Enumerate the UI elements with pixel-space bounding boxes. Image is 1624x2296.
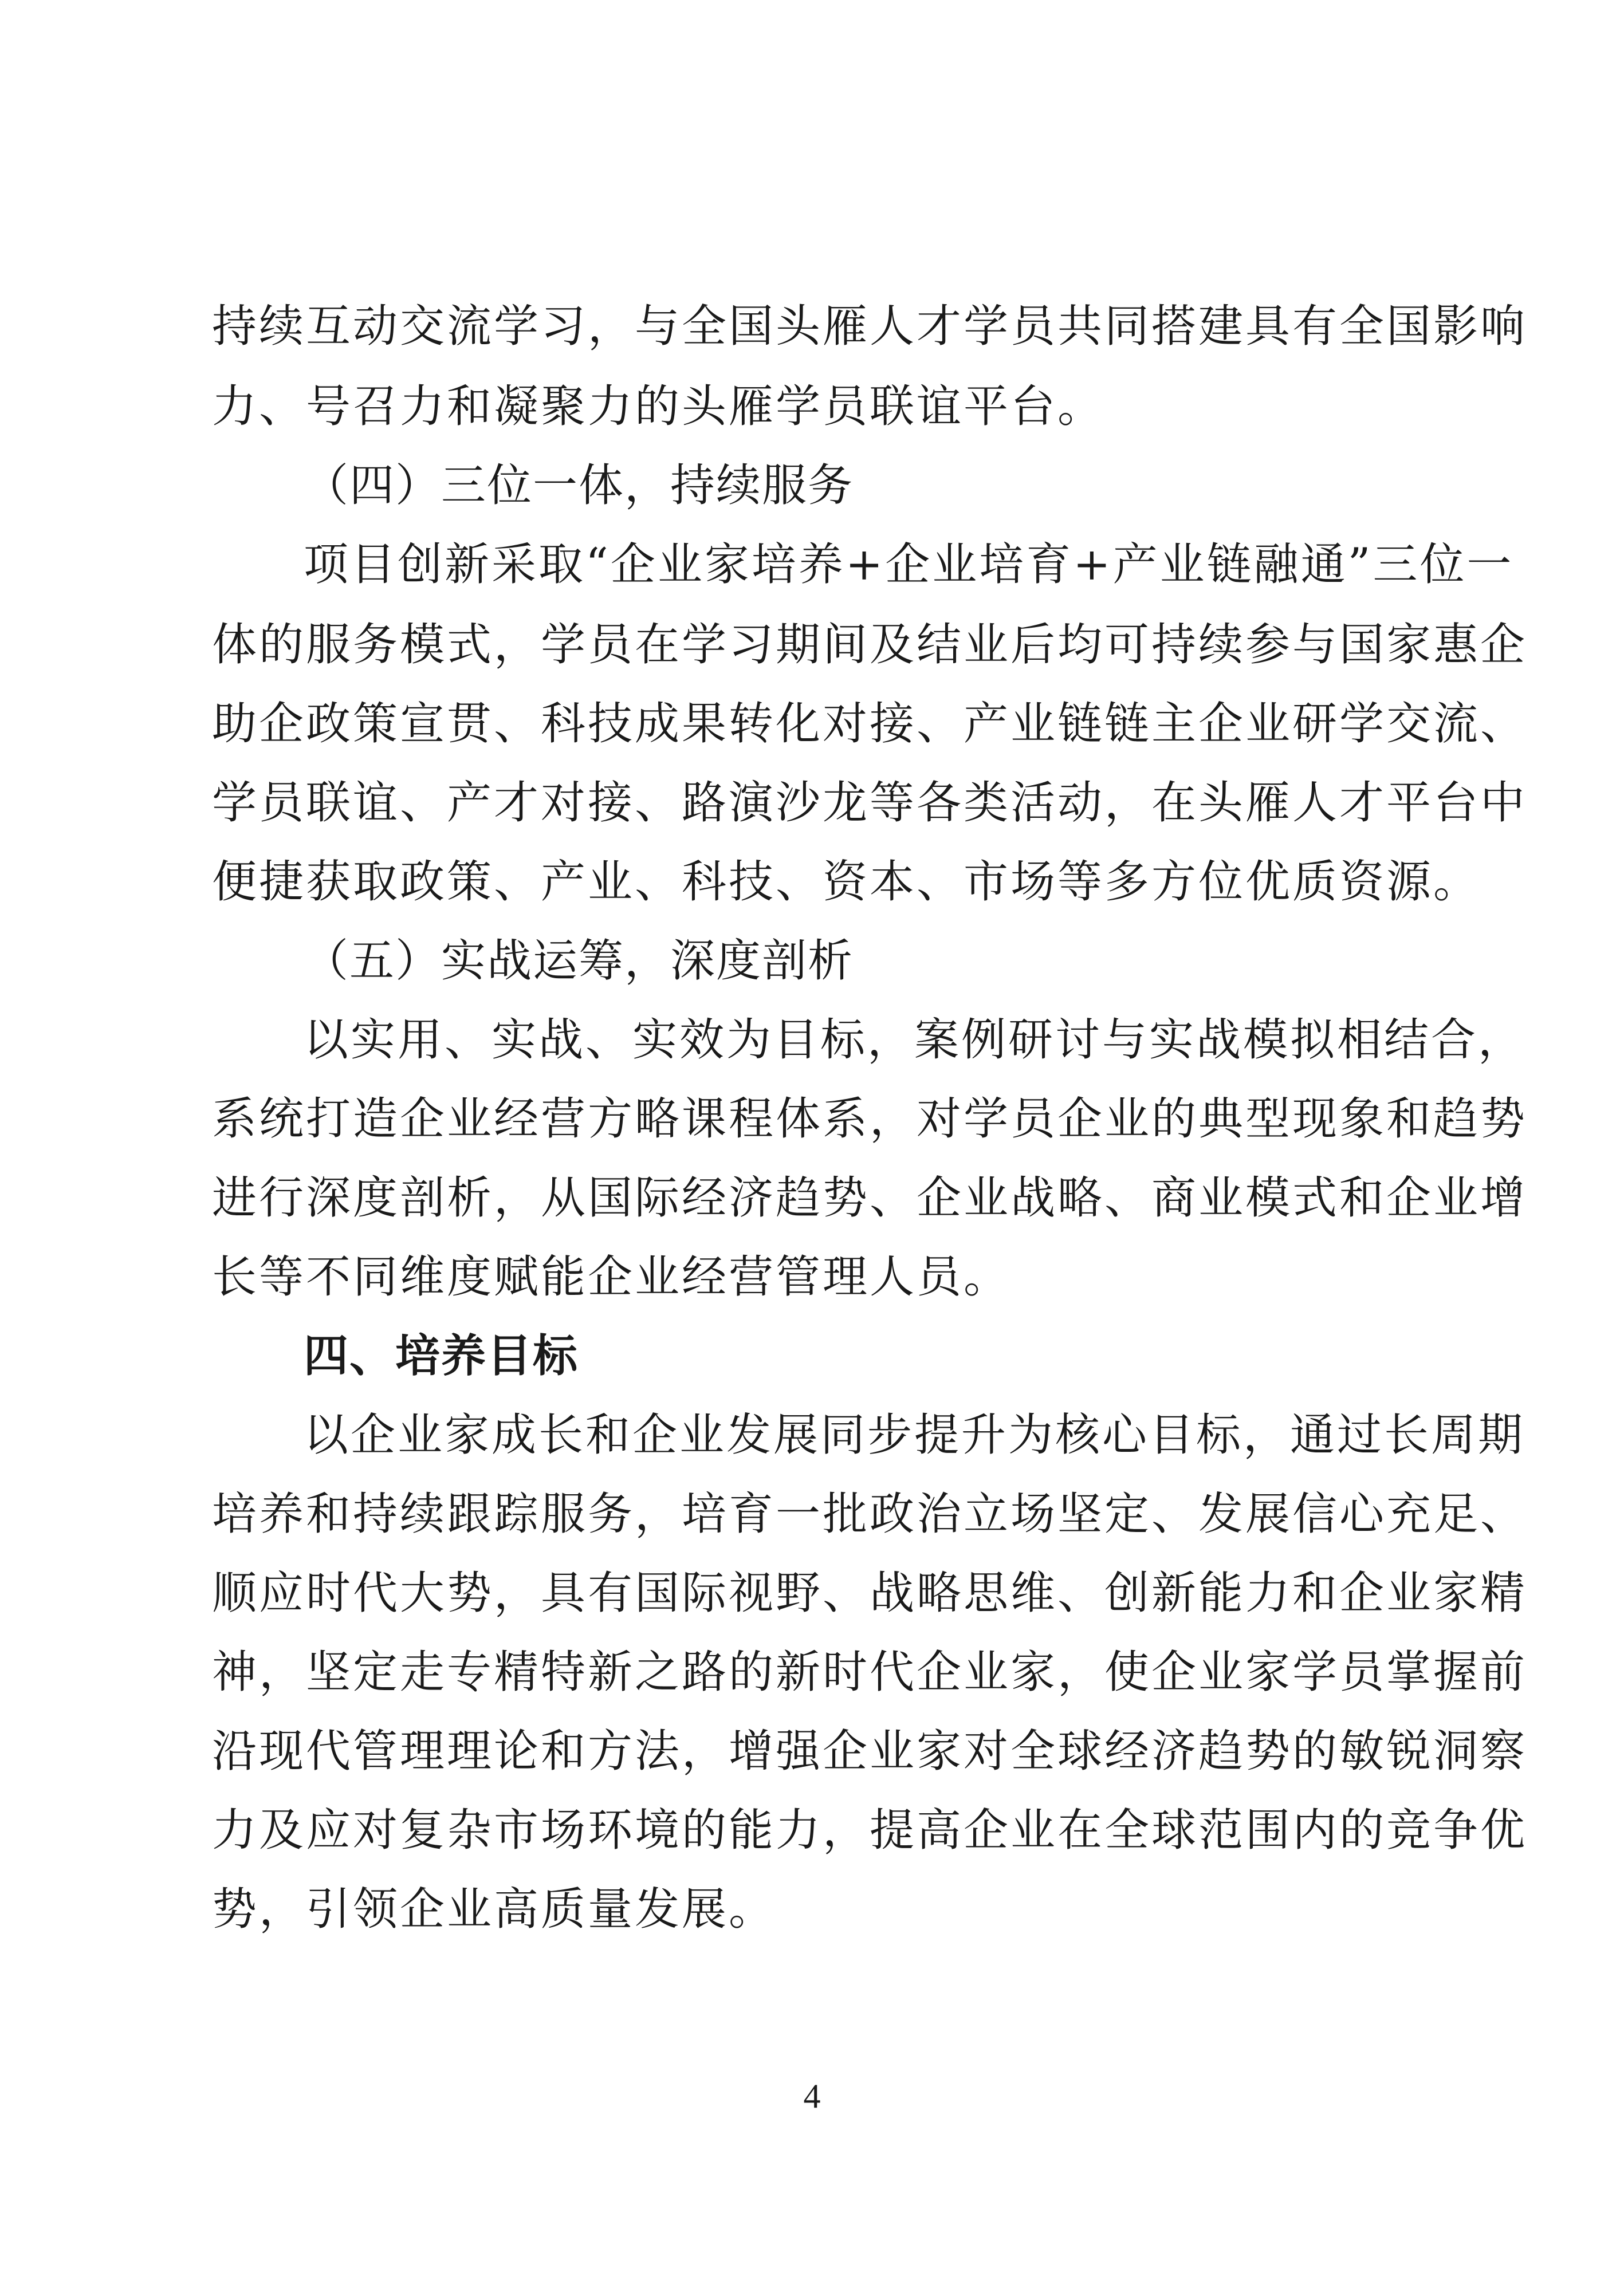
- body-line: 持续互动交流学习，与全国头雁人才学员共同搭建具有全国影响: [212, 301, 1528, 352]
- body-line: 力及应对复杂市场环境的能力，提高企业在全球范围内的竞争优: [212, 1805, 1528, 1856]
- body-line: 体的服务模式，学员在学习期间及结业后均可持续参与国家惠企: [212, 619, 1528, 671]
- section-heading-training-goals: 四、培养目标: [304, 1330, 579, 1382]
- body-line: 神，坚定走专精特新之路的新时代企业家，使企业家学员掌握前: [212, 1647, 1528, 1698]
- body-line: 项目创新采取“企业家培养+企业培育+产业链融通”三位一: [304, 539, 1514, 590]
- body-line: 培养和持续跟踪服务，培育一批政治立场坚定、发展信心充足、: [212, 1488, 1528, 1540]
- page-number: 4: [803, 2077, 821, 2115]
- body-line: 势，引领企业高质量发展。: [212, 1884, 776, 1935]
- body-line: 沿现代管理理论和方法，增强企业家对全球经济趋势的敏锐洞察: [212, 1726, 1528, 1777]
- body-line: 顺应时代大势，具有国际视野、战略思维、创新能力和企业家精: [212, 1568, 1528, 1619]
- body-line: 力、号召力和凝聚力的头雁学员联谊平台。: [212, 381, 1105, 432]
- section-subheading-5: （五）实战运筹，深度剖析: [304, 935, 854, 987]
- body-line: 以企业家成长和企业发展同步提升为核心目标，通过长周期: [304, 1409, 1525, 1461]
- body-line: 进行深度剖析，从国际经济趋势、企业战略、商业模式和企业增: [212, 1172, 1528, 1224]
- body-line: 以实用、实战、实效为目标，案例研讨与实战模拟相结合，: [304, 1014, 1525, 1066]
- body-line: 系统打造企业经营方略课程体系，对学员企业的典型现象和趋势: [212, 1093, 1528, 1145]
- body-line: 长等不同维度赋能企业经营管理人员。: [212, 1251, 1011, 1303]
- body-line: 助企政策宣贯、科技成果转化对接、产业链链主企业研学交流、: [212, 698, 1528, 750]
- body-line: 学员联谊、产才对接、路演沙龙等各类活动，在头雁人才平台中: [212, 777, 1528, 829]
- body-line: 便捷获取政策、产业、科技、资本、市场等多方位优质资源。: [212, 856, 1481, 908]
- section-subheading-4: （四）三位一体，持续服务: [304, 460, 854, 511]
